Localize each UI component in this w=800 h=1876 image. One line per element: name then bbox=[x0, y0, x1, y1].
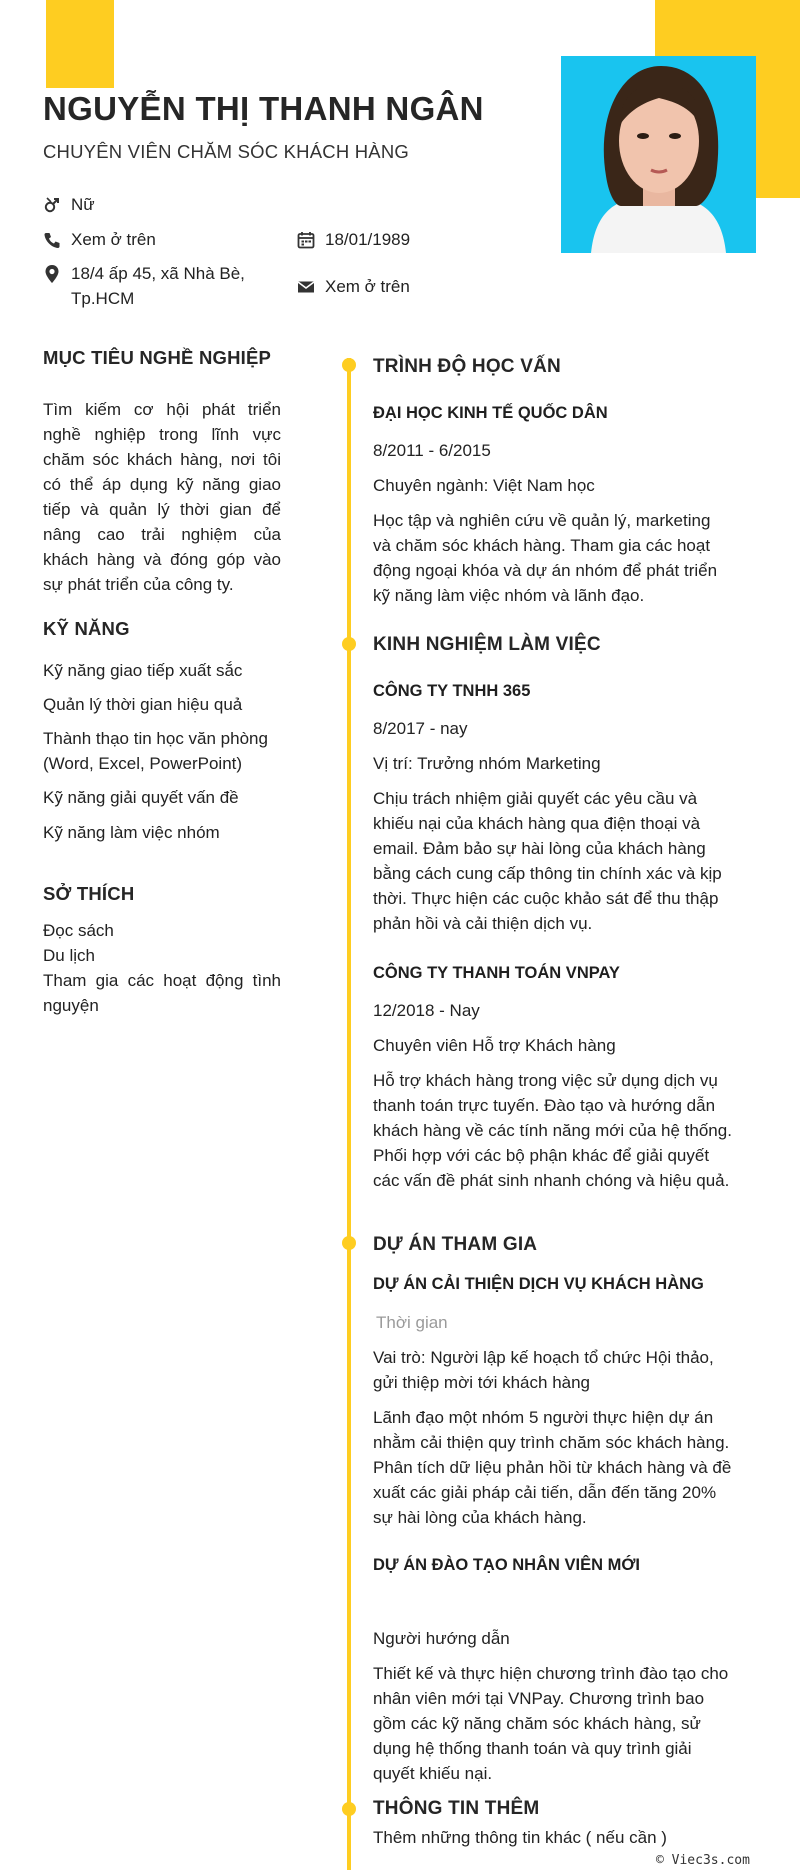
skill-item: Thành thạo tin học văn phòng (Word, Excel, PowerPoint) bbox=[43, 729, 268, 773]
job-description: Chịu trách nhiệm giải quyết các yêu cầu và khiếu nại của khách hàng qua điện thoại và email. Đảm bảo sự hài lòng của khách hàng bằng cách cung cấp thông tin chính xác và kịp thời. Thực hiện các cuộc khảo sát để thu thập phản hồi và cải thiện dịch vụ. bbox=[373, 789, 722, 933]
skill-item: Kỹ năng giải quyết vấn đề bbox=[43, 788, 239, 807]
timeline-dot bbox=[342, 358, 356, 372]
timeline-dot bbox=[342, 637, 356, 651]
project-name: DỰ ÁN ĐÀO TẠO NHÂN VIÊN MỚI bbox=[373, 1556, 641, 1574]
decor-block-left bbox=[46, 0, 114, 88]
hobby-item: Đọc sách bbox=[43, 921, 114, 940]
timeline-dot bbox=[342, 1236, 356, 1250]
objective-title: MỤC TIÊU NGHỀ NGHIỆP bbox=[43, 347, 272, 368]
education-school: ĐẠI HỌC KINH TẾ QUỐC DÂN bbox=[373, 404, 608, 422]
birthday-value: 18/01/1989 bbox=[325, 230, 411, 249]
projects-title: DỰ ÁN THAM GIA bbox=[373, 1234, 538, 1255]
education-title: TRÌNH ĐỘ HỌC VẤN bbox=[373, 356, 561, 377]
job-company: CÔNG TY THANH TOÁN VNPAY bbox=[373, 964, 620, 982]
address-value: 18/4 ấp 45, xã Nhà Bè, Tp.HCM bbox=[71, 264, 245, 308]
calendar-icon bbox=[297, 227, 317, 252]
info-address bbox=[43, 261, 263, 311]
skill-item: Quản lý thời gian hiệu quả bbox=[43, 695, 243, 714]
candidate-name: NGUYỄN THỊ THANH NGÂN bbox=[43, 90, 484, 127]
email-value: Xem ở trên bbox=[325, 277, 410, 296]
project-role: Người hướng dẫn bbox=[373, 1629, 510, 1648]
project-time: Thời gian bbox=[376, 1313, 448, 1332]
info-email bbox=[297, 274, 410, 299]
hobby-item: Tham gia các hoạt động tình nguyện bbox=[43, 971, 281, 1015]
job-description: Hỗ trợ khách hàng trong việc sử dụng dịch vụ thanh toán trực tuyến. Đào tạo và hướng dẫn khách hàng về các tính năng mới của hệ thống. Phối hợp với các bộ phận khác để giải quyết các vấn đề phát sinh nhanh chóng và hiệu quả. bbox=[373, 1071, 732, 1190]
project-role: Vai trò: Người lập kế hoạch tổ chức Hội thảo, gửi thiệp mời tới khách hàng bbox=[373, 1348, 714, 1392]
project-name: DỰ ÁN CẢI THIỆN DỊCH VỤ KHÁCH HÀNG bbox=[373, 1275, 704, 1293]
project-description: Thiết kế và thực hiện chương trình đào tạo cho nhân viên mới tại VNPay. Chương trình bao gồm các kỹ năng chăm sóc khách hàng, sử dụng hệ thống thanh toán và quy trình giải quyết khiếu nại. bbox=[373, 1664, 729, 1783]
education-description: Học tập và nghiên cứu về quản lý, marketing và chăm sóc khách hàng. Tham gia các hoạt động ngoại khóa và dự án nhóm để phát triển kỹ năng làm việc nhóm và lãnh đạo. bbox=[373, 511, 718, 605]
candidate-job-title: CHUYÊN VIÊN CHĂM SÓC KHÁCH HÀNG bbox=[43, 141, 409, 162]
info-birthday bbox=[297, 227, 410, 252]
skill-item: Kỹ năng giao tiếp xuất sắc bbox=[43, 661, 243, 680]
location-pin-icon bbox=[43, 261, 63, 286]
job-company: CÔNG TY TNHH 365 bbox=[373, 682, 531, 700]
email-icon bbox=[297, 274, 317, 299]
extra-title: THÔNG TIN THÊM bbox=[373, 1798, 540, 1819]
hobbies-title: SỞ THÍCH bbox=[43, 883, 135, 904]
gender-icon bbox=[43, 192, 63, 217]
job-position: Vị trí: Trưởng nhóm Marketing bbox=[373, 754, 601, 773]
phone-value: Xem ở trên bbox=[71, 230, 156, 249]
phone-icon bbox=[43, 227, 63, 252]
project-description: Lãnh đạo một nhóm 5 người thực hiện dự án nhằm cải thiện quy trình chăm sóc khách hàng. Phân tích dữ liệu phản hồi từ khách hàng và đề xuất các giải pháp cải tiến, dẫn đến tăng 20% sự hài lòng của khách hàng. bbox=[373, 1408, 732, 1527]
timeline-dot bbox=[342, 1802, 356, 1816]
skill-item: Kỹ năng làm việc nhóm bbox=[43, 823, 220, 842]
gender-value: Nữ bbox=[71, 195, 95, 214]
job-position: Chuyên viên Hỗ trợ Khách hàng bbox=[373, 1036, 616, 1055]
info-phone bbox=[43, 227, 156, 252]
education-major: Chuyên ngành: Việt Nam học bbox=[373, 476, 595, 495]
info-gender bbox=[43, 192, 95, 217]
job-period: 12/2018 - Nay bbox=[373, 1001, 480, 1020]
footer-credit: © Viec3s.com bbox=[656, 1853, 750, 1868]
experience-title: KINH NGHIỆM LÀM VIỆC bbox=[373, 634, 601, 655]
extra-text: Thêm những thông tin khác ( nếu cần ) bbox=[373, 1828, 667, 1847]
education-period: 8/2011 - 6/2015 bbox=[373, 441, 491, 460]
skills-title: KỸ NĂNG bbox=[43, 618, 130, 639]
hobby-item: Du lịch bbox=[43, 946, 95, 965]
objective-text: Tìm kiếm cơ hội phát triển nghề nghiệp trong lĩnh vực chăm sóc khách hàng, nơi tôi có thể áp dụng kỹ năng giao tiếp và quản lý thời gian để nâng cao trải nghiệm của khách hàng và đóng góp vào sự phát triển của công ty. bbox=[43, 400, 281, 594]
job-period: 8/2017 - nay bbox=[373, 719, 468, 738]
timeline-line bbox=[347, 358, 351, 1870]
profile-photo bbox=[561, 56, 756, 253]
